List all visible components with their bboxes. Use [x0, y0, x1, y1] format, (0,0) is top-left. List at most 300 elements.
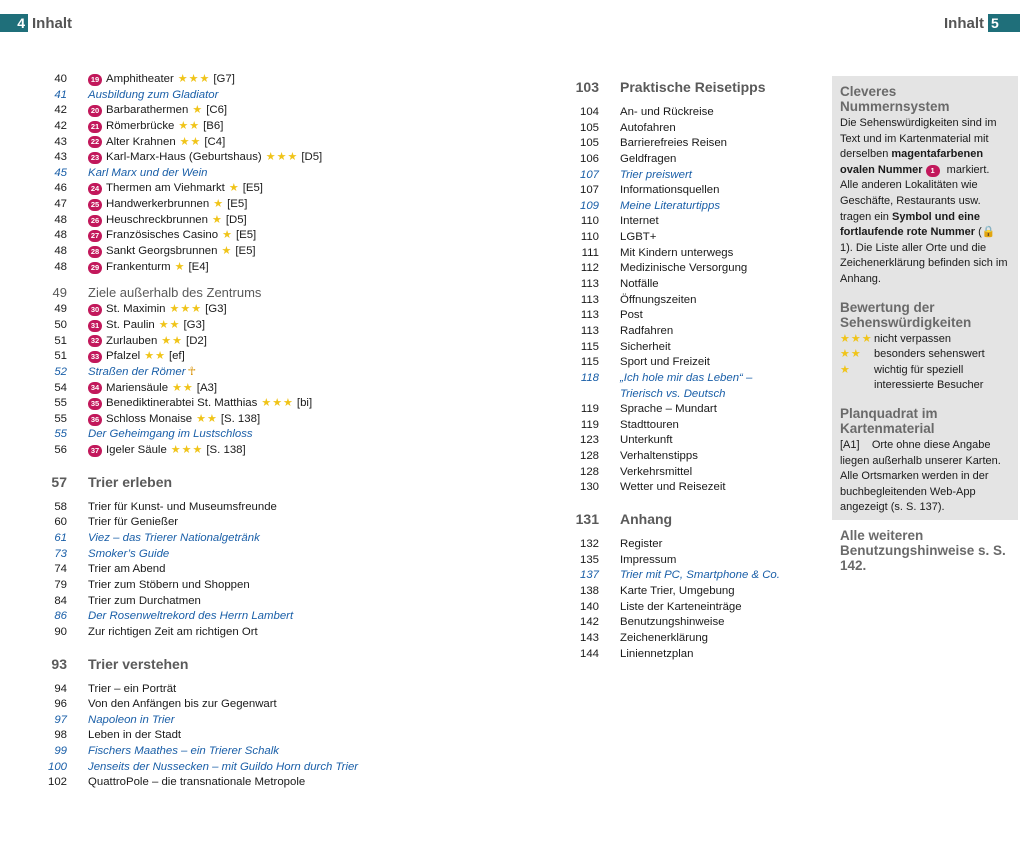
- entry-title: Trier zum Stöbern und Shoppen: [88, 578, 250, 591]
- entry-title: Medizinische Versorgung: [620, 262, 748, 275]
- toc-entry: [40, 349, 380, 365]
- right-header-title: Inhalt: [944, 14, 984, 32]
- toc-entry: [560, 480, 800, 496]
- entry-text: [88, 531, 260, 547]
- page-number: 48: [54, 260, 67, 273]
- page-number: 109: [579, 199, 599, 212]
- grid-reference: [S. 138]: [206, 444, 246, 457]
- star-icon: ★★★: [261, 397, 294, 410]
- toc-entry: [40, 228, 380, 244]
- sight-number-badge: 24: [88, 183, 102, 195]
- toc-entry: [560, 387, 800, 403]
- left-page-number: 4: [0, 14, 28, 32]
- toc-entry: [560, 537, 800, 553]
- page-number: 113: [580, 324, 599, 337]
- entry-text: [88, 302, 227, 318]
- toc-entry: [40, 427, 380, 443]
- page-number: 113: [580, 293, 599, 306]
- toc-entry: [40, 318, 380, 334]
- page-number: 104: [579, 106, 599, 118]
- entry-text: [88, 775, 305, 791]
- entry-text: [88, 562, 165, 578]
- sidebar-text-part: (: [975, 226, 982, 239]
- sidebar-heading-numbering: Cleveres Nummernsystem: [840, 84, 950, 114]
- entry-title: Anhang: [620, 511, 673, 528]
- entry-text: [620, 324, 673, 340]
- page-number: 99: [54, 745, 67, 758]
- entry-text: [88, 150, 322, 166]
- page-number: 93: [51, 655, 67, 672]
- entry-title: Der Rosenweltrekord des Herrn Lambert: [88, 610, 294, 623]
- page-number: 40: [54, 73, 67, 85]
- page-number: 79: [54, 578, 67, 591]
- page-number: 132: [579, 538, 599, 551]
- page-number: 55: [54, 397, 67, 410]
- toc-entry: [560, 615, 800, 631]
- entry-title: Sankt Georgsbrunnen: [106, 245, 218, 258]
- entry-text: [88, 197, 247, 213]
- page-number: 50: [54, 318, 67, 331]
- entry-title: Pfalzel: [106, 350, 141, 363]
- star-icon: ★: [192, 104, 204, 117]
- entry-text: [88, 72, 235, 88]
- entry-text: [620, 355, 710, 371]
- entry-title: Praktische Reisetipps: [620, 79, 766, 95]
- entry-text: [88, 381, 217, 397]
- sight-number-badge: 30: [88, 304, 102, 316]
- sidebar-text-part: markiert. Alle anderen Lokalitäten wie Geschäfte, Restaurants usw. tragen ein: [840, 163, 990, 223]
- toc-entry: [40, 500, 380, 516]
- toc-entry: [560, 230, 800, 246]
- page-number: 54: [54, 381, 67, 394]
- star-icon: ★★: [144, 350, 166, 363]
- sight-number-badge: 32: [88, 335, 102, 347]
- toc-entry: [40, 594, 380, 610]
- star-icon: ★★★: [170, 444, 204, 457]
- entry-title: Französisches Casino: [106, 229, 219, 242]
- entry-text: [88, 119, 223, 135]
- toc-entry: [40, 443, 380, 459]
- star-icon: ★: [221, 245, 233, 258]
- page-number: 103: [575, 79, 599, 95]
- page-number: 46: [54, 182, 67, 195]
- entry-title: Trier für Genießer: [88, 516, 179, 529]
- page-number: 113: [580, 278, 599, 291]
- entry-title: Öffnungszeiten: [620, 293, 697, 306]
- page-number: 110: [580, 215, 599, 228]
- entry-text: [620, 537, 662, 553]
- page-number: 60: [54, 516, 67, 529]
- entry-title: Sicherheit: [620, 340, 671, 353]
- entry-title: „Ich hole mir das Leben“ –: [620, 371, 753, 384]
- entry-title: Heuschreckbrunnen: [106, 213, 208, 226]
- toc-column-middle: [560, 72, 800, 662]
- entry-title: St. Paulin: [106, 318, 155, 331]
- entry-text: [620, 308, 643, 324]
- entry-title: Zurlauben: [106, 334, 158, 347]
- sight-number-badge: 23: [88, 152, 102, 164]
- toc-entry: [560, 465, 800, 481]
- sidebar-heading-rating: Bewertung der Sehenswürdigkeiten: [840, 299, 972, 330]
- page-number: 61: [54, 532, 67, 545]
- page-number: 131: [575, 511, 599, 528]
- ankh-icon: ☥: [187, 365, 196, 378]
- page-number: 47: [54, 198, 67, 211]
- entry-text: [88, 228, 256, 244]
- grid-reference: [E5]: [227, 198, 248, 211]
- entry-text: [620, 465, 692, 481]
- toc-entry: [560, 433, 800, 449]
- grid-reference: [E5]: [242, 182, 263, 195]
- toc-entry: [560, 214, 800, 230]
- toc-entry: [560, 647, 800, 663]
- sidebar-bold-part: magentafarbenen ovalen Nummer: [840, 148, 984, 176]
- page-number: 58: [54, 500, 67, 513]
- page-number: 137: [579, 569, 599, 582]
- entry-title: Smoker’s Guide: [88, 547, 170, 560]
- page-number: 98: [54, 729, 67, 742]
- entry-text: [88, 135, 225, 151]
- grid-reference: [G3]: [183, 318, 206, 331]
- entry-text: [620, 402, 717, 418]
- sidebar-numbering-text: [840, 116, 1008, 288]
- star-icon: ★★: [840, 348, 862, 361]
- entry-title: Thermen am Viehmarkt: [106, 182, 225, 195]
- page-number: 57: [51, 473, 67, 490]
- entry-text: [88, 625, 258, 641]
- page-number: 138: [579, 584, 599, 597]
- toc-entry: [40, 609, 380, 625]
- page-number: 52: [54, 365, 67, 378]
- page-number: 96: [54, 698, 67, 711]
- entry-text: [88, 244, 256, 260]
- entry-title: Handwerkerbrunnen: [106, 198, 210, 211]
- lock-icon: 🔒: [981, 226, 996, 239]
- sight-number-badge: 25: [88, 199, 102, 211]
- rating-row: [840, 363, 1008, 394]
- page-number: 107: [579, 168, 599, 181]
- page-number: 140: [579, 600, 599, 613]
- entry-text: [620, 261, 747, 277]
- page-number: 112: [580, 262, 599, 275]
- page-number: 74: [54, 563, 67, 576]
- toc-entry: [560, 183, 800, 199]
- entry-text: [88, 713, 175, 729]
- entry-title: Ausbildung zum Gladiator: [88, 88, 219, 101]
- page-number: 115: [580, 340, 599, 353]
- page-number: 100: [47, 760, 67, 773]
- entry-text: [620, 615, 725, 631]
- page-number: 48: [54, 229, 67, 242]
- toc-entry: [560, 600, 800, 616]
- toc-entry: [560, 121, 800, 137]
- page-number: 144: [579, 647, 599, 660]
- page-number: 142: [579, 616, 599, 629]
- toc-entry: [560, 199, 800, 215]
- entry-text: [88, 728, 181, 744]
- toc-entry: [40, 547, 380, 563]
- page-number: 55: [54, 412, 67, 425]
- entry-text: [620, 340, 671, 356]
- toc-entry: [40, 334, 380, 350]
- subsection-heading: [40, 283, 380, 302]
- toc-entry: [560, 584, 800, 600]
- grid-reference: [E5]: [235, 229, 257, 242]
- toc-entry: [40, 181, 380, 197]
- sidebar-text-part: Orte ohne diese Angabe liegen außerhalb unserer Karten. Alle Ortsmarken werden in der buchbegleitenden Web-App angezeigt (s. S. 137).: [840, 438, 1001, 514]
- entry-text: [620, 584, 735, 600]
- grid-reference: [ef]: [168, 350, 185, 363]
- toc-entry: [40, 213, 380, 229]
- toc-entry: [560, 449, 800, 465]
- rating-row: [840, 347, 1008, 363]
- entry-text: [620, 568, 780, 584]
- entry-text: [88, 349, 185, 365]
- entry-text: [620, 600, 742, 616]
- grid-reference: [D5]: [301, 151, 323, 164]
- entry-text: [88, 412, 260, 428]
- left-header-title: Inhalt: [32, 14, 72, 32]
- legend-sidebar: [832, 76, 1018, 573]
- grid-reference: [G7]: [213, 73, 235, 85]
- entry-text: [620, 387, 726, 403]
- toc-entry: [560, 246, 800, 262]
- entry-title: Notfälle: [620, 278, 659, 291]
- star-icon: ★★: [158, 318, 181, 331]
- right-page-header: [940, 14, 1020, 32]
- entry-text: [620, 199, 720, 215]
- entry-text: [620, 631, 708, 647]
- toc-entry: [560, 324, 800, 340]
- toc-entry: [40, 166, 380, 182]
- toc-entry: [560, 418, 800, 434]
- star-icon: ★★★: [265, 151, 299, 164]
- star-icon: ★: [211, 213, 223, 226]
- entry-text: [620, 553, 676, 569]
- entry-title: Karl-Marx-Haus (Geburtshaus): [106, 151, 262, 164]
- toc-entry: [40, 72, 380, 88]
- star-icon: ★★: [196, 412, 218, 425]
- grid-reference: [E4]: [188, 260, 209, 273]
- entry-title: Sport und Freizeit: [620, 356, 710, 369]
- page-number: 84: [54, 594, 67, 607]
- entry-title: Römerbrücke: [106, 119, 175, 132]
- entry-title: Informationsquellen: [620, 184, 720, 197]
- toc-entry: [560, 293, 800, 309]
- entry-text: [88, 88, 218, 104]
- grid-reference: [B6]: [203, 119, 224, 132]
- sidebar-heading-more: Alle weiteren Benutzungshinweise s. S. 142.: [840, 527, 1006, 573]
- rating-label: besonders sehenswert: [874, 348, 985, 361]
- entry-text: [88, 166, 207, 182]
- page-number: 110: [580, 231, 599, 244]
- toc-entry: [40, 365, 380, 381]
- entry-text: [88, 515, 178, 531]
- entry-text: [620, 504, 672, 535]
- sight-number-badge: 33: [88, 351, 102, 363]
- entry-title: Trier – ein Porträt: [88, 682, 177, 695]
- grid-reference: [S. 138]: [220, 412, 261, 425]
- entry-text: [88, 181, 263, 197]
- star-icon: ★: [174, 260, 186, 273]
- toc-entry: [40, 775, 380, 791]
- toc-entry: [560, 308, 800, 324]
- entry-text: [88, 682, 176, 698]
- entry-title: Mariensäule: [106, 381, 169, 394]
- entry-text: [88, 467, 172, 498]
- grid-reference: [C6]: [206, 104, 228, 117]
- entry-title: Benediktinerabtei St. Matthias: [106, 397, 258, 410]
- entry-title: Radfahren: [620, 324, 674, 337]
- entry-text: [620, 72, 766, 103]
- page-number: 42: [54, 119, 67, 132]
- star-icon: ★★: [179, 135, 202, 148]
- star-icon: ★: [840, 363, 851, 376]
- entry-text: [620, 246, 733, 262]
- entry-title: Karte Trier, Umgebung: [620, 584, 735, 597]
- toc-entry: [40, 119, 380, 135]
- entry-title: Amphitheater: [106, 73, 174, 85]
- right-page-number: 5: [988, 14, 1020, 32]
- entry-text: [620, 371, 752, 387]
- section-heading: [560, 504, 800, 535]
- toc-column-left: [40, 72, 380, 791]
- page-number: 143: [579, 631, 599, 644]
- toc-entry: [40, 244, 380, 260]
- star-icon: ★★★: [169, 303, 203, 316]
- entry-text: [88, 760, 358, 776]
- toc-entry: [560, 340, 800, 356]
- entry-title: Karl Marx und der Wein: [88, 166, 208, 179]
- grid-reference: [D5]: [225, 213, 247, 226]
- toc-entry: [40, 682, 380, 698]
- toc-entry: [40, 260, 380, 276]
- toc-entry: [560, 136, 800, 152]
- entry-text: [620, 480, 726, 496]
- sight-number-badge: 29: [88, 262, 102, 274]
- entry-text: [88, 318, 205, 334]
- toc-entry: [40, 578, 380, 594]
- entry-title: Napoleon in Trier: [88, 713, 175, 726]
- entry-title: Trier zum Durchatmen: [88, 594, 201, 607]
- entry-text: [88, 578, 250, 594]
- page-number: 48: [54, 245, 67, 258]
- entry-title: An- und Rückreise: [620, 106, 714, 118]
- star-icon: ★: [213, 198, 225, 211]
- star-icon: ★★★: [177, 73, 211, 85]
- entry-title: Alter Krahnen: [106, 135, 176, 148]
- toc-entry: [560, 105, 800, 121]
- entry-text: [620, 105, 714, 121]
- sidebar-text-part: 1). Die Liste aller Orte und die Zeichenerklärung befinden sich im Anhang.: [840, 241, 1008, 285]
- entry-title: Jenseits der Nussecken – mit Guildo Horn durch Trier: [88, 760, 359, 773]
- toc-entry: [40, 302, 380, 318]
- toc-entry: [40, 88, 380, 104]
- grid-reference: [A3]: [196, 381, 218, 394]
- entry-text: [88, 334, 207, 350]
- sidebar-bold-part: Symbol und eine fortlaufende rote Nummer: [840, 210, 980, 239]
- entry-title: Straßen der Römer: [88, 365, 186, 378]
- entry-title: Trier erleben: [88, 473, 173, 490]
- toc-entry: [560, 261, 800, 277]
- entry-title: Igeler Säule: [106, 444, 167, 457]
- entry-text: [88, 213, 247, 229]
- toc-entry: [40, 515, 380, 531]
- entry-text: [88, 500, 277, 516]
- sight-number-badge: 34: [88, 382, 102, 394]
- toc-entry: [560, 168, 800, 184]
- entry-title: Trier verstehen: [88, 655, 189, 672]
- entry-title: Verhaltenstipps: [620, 450, 698, 463]
- entry-title: Sprache – Mundart: [620, 403, 717, 416]
- sight-number-badge: 31: [88, 320, 102, 332]
- page-number: 94: [54, 682, 67, 695]
- page-number: 111: [581, 246, 599, 259]
- page-number: 48: [54, 213, 67, 226]
- page-number: 115: [580, 356, 599, 369]
- rating-row: [840, 332, 1008, 348]
- page-number: 119: [580, 418, 599, 431]
- toc-entry: [560, 371, 800, 387]
- page-number: 56: [54, 444, 67, 457]
- sight-number-badge: 35: [88, 398, 102, 410]
- toc-entry: [40, 103, 380, 119]
- entry-title: Trier preiswert: [620, 168, 692, 181]
- entry-title: Post: [620, 309, 643, 322]
- toc-entry: [560, 553, 800, 569]
- page-number: 51: [54, 334, 67, 347]
- entry-text: [88, 744, 279, 760]
- page-number: 49: [54, 303, 67, 316]
- entry-title: Von den Anfängen bis zur Gegenwart: [88, 698, 277, 711]
- page-number: 45: [54, 166, 67, 179]
- entry-text: [88, 594, 201, 610]
- toc-entry: [560, 152, 800, 168]
- entry-text: [620, 214, 659, 230]
- entry-text: [620, 136, 727, 152]
- entry-title: LGBT+: [620, 231, 657, 244]
- rating-label: nicht verpassen: [874, 332, 952, 345]
- entry-title: Stadttouren: [620, 418, 679, 431]
- star-icon: ★: [228, 182, 240, 195]
- entry-title: Leben in der Stadt: [88, 729, 182, 742]
- toc-entry: [560, 355, 800, 371]
- magenta-number-badge: 1: [926, 165, 940, 177]
- sight-number-badge: 19: [88, 74, 102, 86]
- entry-text: [88, 427, 253, 443]
- page-number: 97: [54, 713, 67, 726]
- page-number: 51: [54, 350, 67, 363]
- page-number: 135: [579, 553, 599, 566]
- toc-entry: [40, 697, 380, 713]
- toc-entry: [40, 625, 380, 641]
- grid-reference: [bi]: [296, 397, 313, 410]
- entry-title: Viez – das Trierer Nationalgetränk: [88, 532, 260, 545]
- entry-title: Liste der Karteneinträge: [620, 600, 742, 613]
- page-number: [560, 387, 599, 403]
- entry-text: [88, 443, 246, 459]
- entry-title: QuattroPole – die transnationale Metropole: [88, 776, 306, 789]
- entry-text: [620, 449, 698, 465]
- entry-text: [88, 609, 293, 625]
- page-number: 43: [54, 151, 67, 164]
- entry-title: Fischers Maathes – ein Trierer Schalk: [88, 745, 279, 758]
- toc-entry: [40, 412, 380, 428]
- page-number: 42: [54, 104, 67, 117]
- entry-title: Meine Literaturtipps: [620, 199, 721, 212]
- page-number: 128: [579, 465, 599, 478]
- page-number: 113: [580, 309, 599, 322]
